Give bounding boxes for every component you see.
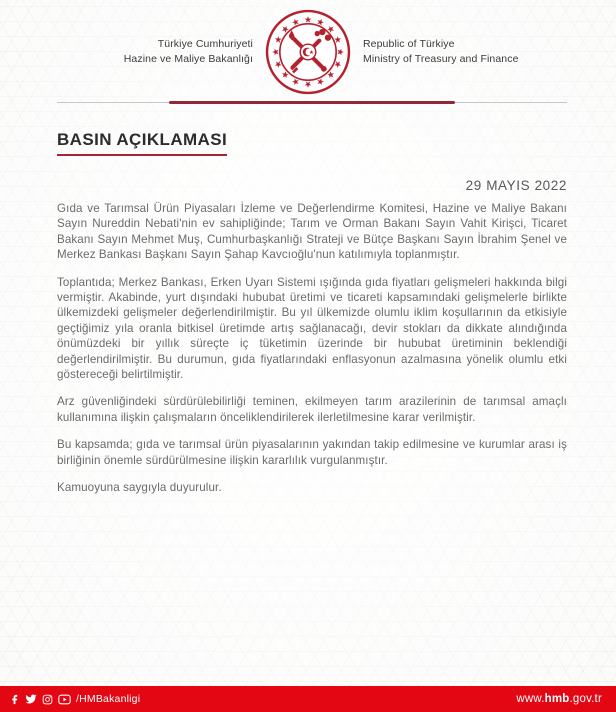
social-icons <box>9 693 71 705</box>
twitter-icon[interactable] <box>25 693 37 705</box>
paragraph-3: Arz güvenliğindeki sürdürülebilirliği teminen, ekilmeyen tarım arazilerinin de tarımsal amaçlı kullanımına ilişkin çalışmaların önceliklendirilerek ilerletilmesine karar verilmiştir. <box>57 395 567 424</box>
header <box>0 0 616 96</box>
page-title: BASIN AÇIKLAMASI <box>57 130 227 156</box>
website-url[interactable] <box>516 693 602 705</box>
ministry-name-en-line1: Republic of Türkiye <box>363 38 455 50</box>
ministry-name-turkish <box>63 37 253 67</box>
instagram-icon[interactable] <box>42 694 53 705</box>
youtube-icon[interactable] <box>58 694 71 705</box>
closing-line: Kamuoyuna saygıyla duyurulur. <box>57 481 222 495</box>
ministry-name-tr-line2: Hazine ve Maliye Bakanlığı <box>123 53 253 65</box>
facebook-icon[interactable] <box>9 694 20 705</box>
website-suffix: .gov.tr <box>569 693 602 705</box>
paragraph-4: Bu kapsamda; gıda ve tarımsal ürün piyasalarının yakından takip edilmesine ve kurumlar arası iş birliğinin önemle sürdürülmesine ilişkin kararlılık vurgulanmıştır. <box>57 438 567 467</box>
divider-gray-right <box>455 102 567 103</box>
ministry-emblem-icon <box>265 9 351 95</box>
website-domain: hmb <box>544 693 570 705</box>
press-release-text <box>57 201 567 496</box>
ministry-name-tr-line1: Türkiye Cumhuriyeti <box>157 38 253 50</box>
paragraph-2: Toplantıda; Merkez Bankası, Erken Uyarı Sistemi ışığında gıda fiyatları gelişmeleri hakkında bilgi vermiştir. Akabinde, yurt dışındaki hububat üretimi ve ticareti kapsamındaki gelişmelerle birlikte ülkemizdeki gelişmeler değerlendirilmiştir. Bu yıl ülkemizde olumlu iklim koşullarının da etkisiyle geçtiğimiz yıla oranla bitkisel üretimde artış sağlanacağı, devir stokları da dikkate alındığında önümüzdeki bir yıllık süreçte iç tüketimin üzerinde bir hububat üretiminin beklendiği değerlendirilmiştir. Bu durumun, gıda fiyatlarındaki enflasyonun azalmasına yönelik olumlu etki göstereceği belirtilmiştir. <box>57 275 567 382</box>
ministry-name-en-line2: Ministry of Treasury and Finance <box>363 53 519 65</box>
social-handle[interactable]: /HMBakanligi <box>76 693 141 705</box>
paragraph-1: Gıda ve Tarımsal Ürün Piyasaları İzleme ve Değerlendirme Komitesi, Hazine ve Maliye Bakanı Sayın Nureddin Nebati'nin ev sahipliğinde; Tarım ve Orman Bakanı Sayın Vahit Kirişci, Ticaret Bakanı Sayın Mehmet Muş, Cumhurbaşkanlığı Strateji ve Bütçe Başkanı Sayın İbrahim Şenel ve Merkez Bankası Başkanı Sayın Şahap Kavcıoğlu'nun katılımıyla toplanmıştır. <box>57 202 567 262</box>
ministry-emblem-logo <box>265 9 351 95</box>
footer-bar <box>0 686 616 712</box>
divider-gray-left <box>57 102 169 103</box>
ministry-name-english <box>363 37 553 67</box>
divider-red-center <box>169 101 455 104</box>
website-prefix: www. <box>516 693 545 705</box>
footer-social <box>9 693 140 705</box>
document-body <box>0 104 616 496</box>
document-date: 29 MAYIS 2022 <box>465 178 567 193</box>
